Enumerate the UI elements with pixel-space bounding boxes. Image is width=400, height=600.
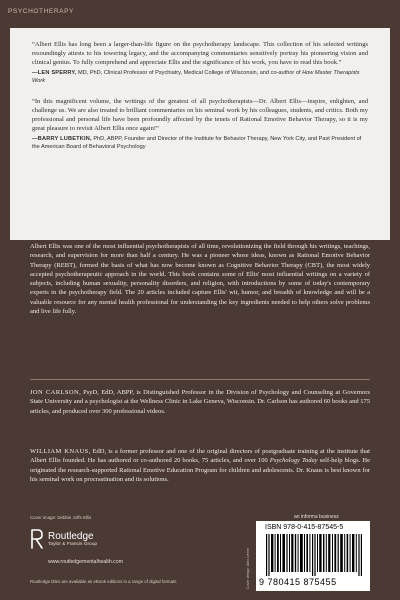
endorser-name: —BARRY LUBETKIN, bbox=[32, 136, 92, 143]
author-name: WILLIAM KNAUS bbox=[30, 448, 89, 455]
author-bio-text: , PsyD, EdD, ABPP, is Distinguished Professor in the Division of Psychology and Counseling at Governors State University and a psychologist at the Wellness Clinic in Lake Geneva, Wisconsin. Dr. Carlson has authored 60 books and 175 articles, and produced over 300 professional videos. bbox=[30, 389, 370, 415]
endorsement-attribution bbox=[32, 136, 368, 151]
publisher-logo bbox=[30, 528, 97, 550]
publisher-group: Taylor & Francis Group bbox=[48, 541, 98, 547]
endorsement-attribution bbox=[32, 70, 368, 85]
author-bio bbox=[30, 388, 370, 416]
cover-image-credit: Cover image: Debbie Joffe Ellis bbox=[30, 515, 92, 520]
endorser-name: —LEN SPERRY, bbox=[32, 70, 77, 76]
informa-tagline: an informa business bbox=[294, 514, 339, 520]
author-bio-italic: Psychology Today bbox=[269, 457, 318, 465]
routledge-r-icon bbox=[30, 528, 44, 550]
endorser-credentials: MD, PhD, Clinical Professor of Psychiatry, Medical College of Wisconsin, and co-author of bbox=[76, 70, 303, 76]
endorser-book-title: How Master Therapists Work bbox=[32, 70, 360, 84]
author-bio-text-cont: self-help blogs. He originated the research-supported Rational Emotive Education Program for children and adolescents. Dr. Knaus is best known for his seminal work on procrastination and its solutions. bbox=[30, 457, 370, 483]
endorsement-quote: “In this magnificent volume, the writings of the greatest of all psychotherapists—Dr. Albert Ellis—inspire, enlighten, and challenge us. We are also treated to brilliant commentaries on his seminal work by his colleagues, students, and critics. Both my professional and personal life have been profoundly affected by the tenets of Rational Emotive Behavior Therapy, so it is my great pleasure to revisit Albert Ellis once again!” bbox=[32, 98, 368, 133]
author-name: JON CARLSON bbox=[30, 389, 80, 396]
endorsement-quote: “Albert Ellis has long been a larger-than-life figure on the psychotherapy landscape. This collection of his selected writings resoundingly attests to his towering legacy, and the accompanying commentaries sensitively portray his pioneering vision and clinical genius. To fully comprehend and appreciate Ellis and the significance of his work, you have to read this book.” bbox=[32, 41, 368, 66]
author-bio-text: , EdD, is a former professor and one of the original directors of postgraduate training at the institute that Albert Ellis founded. He has authored or co-authored 20 books, 75 articles, and over 100 bbox=[30, 448, 370, 465]
barcode-panel bbox=[256, 521, 370, 591]
cover-design-credit: Cover design: Alex Lerner bbox=[246, 547, 250, 589]
category-label: PSYCHOTHERAPY bbox=[8, 8, 74, 15]
publisher-name: Routledge bbox=[48, 530, 94, 542]
section-divider bbox=[30, 379, 370, 380]
ebook-availability-note: Routledge titles are available as eBook editions in a range of digital formats bbox=[30, 579, 177, 584]
book-description: Albert Ellis was one of the most influential psychotherapists of all time, revolutionizing the field through his writings, teachings, research, and supervision for more than half a century. He was a pioneer whose ideas, known as Rational Emotive Behavior Therapy (REBT), formed the basis of what has now become known as Cognitive Behavior Therapy (CBT), the most widely accepted psychotherapeutic approach in the world. This book contains some of Ellis' most influential writings on a variety of subjects, including human sexuality, personality disorders, and religion, with introductions by some of today's contemporary experts in the psychotherapy field. The 20 articles included capture Ellis' wit, humor, and breadth of knowledge and will be a valuable resource for any mental health professional for understanding the key ingredients needed to help others solve problems and live life fully. bbox=[30, 243, 370, 316]
isbn-label: ISBN 978-0-415-87545-5 bbox=[265, 524, 344, 531]
publisher-website[interactable]: www.routledgementalhealth.com bbox=[48, 559, 123, 565]
endorsements-panel bbox=[10, 28, 390, 240]
barcode-number: 9 780415 875455 bbox=[259, 577, 337, 587]
barcode-graphic bbox=[266, 534, 362, 576]
endorser-credentials: PhD, ABPP, Founder and Director of the Institute for Behavior Therapy, New York City, and Past President of the American Board of Behavioral Psychology bbox=[32, 136, 362, 150]
author-bio bbox=[30, 447, 370, 484]
